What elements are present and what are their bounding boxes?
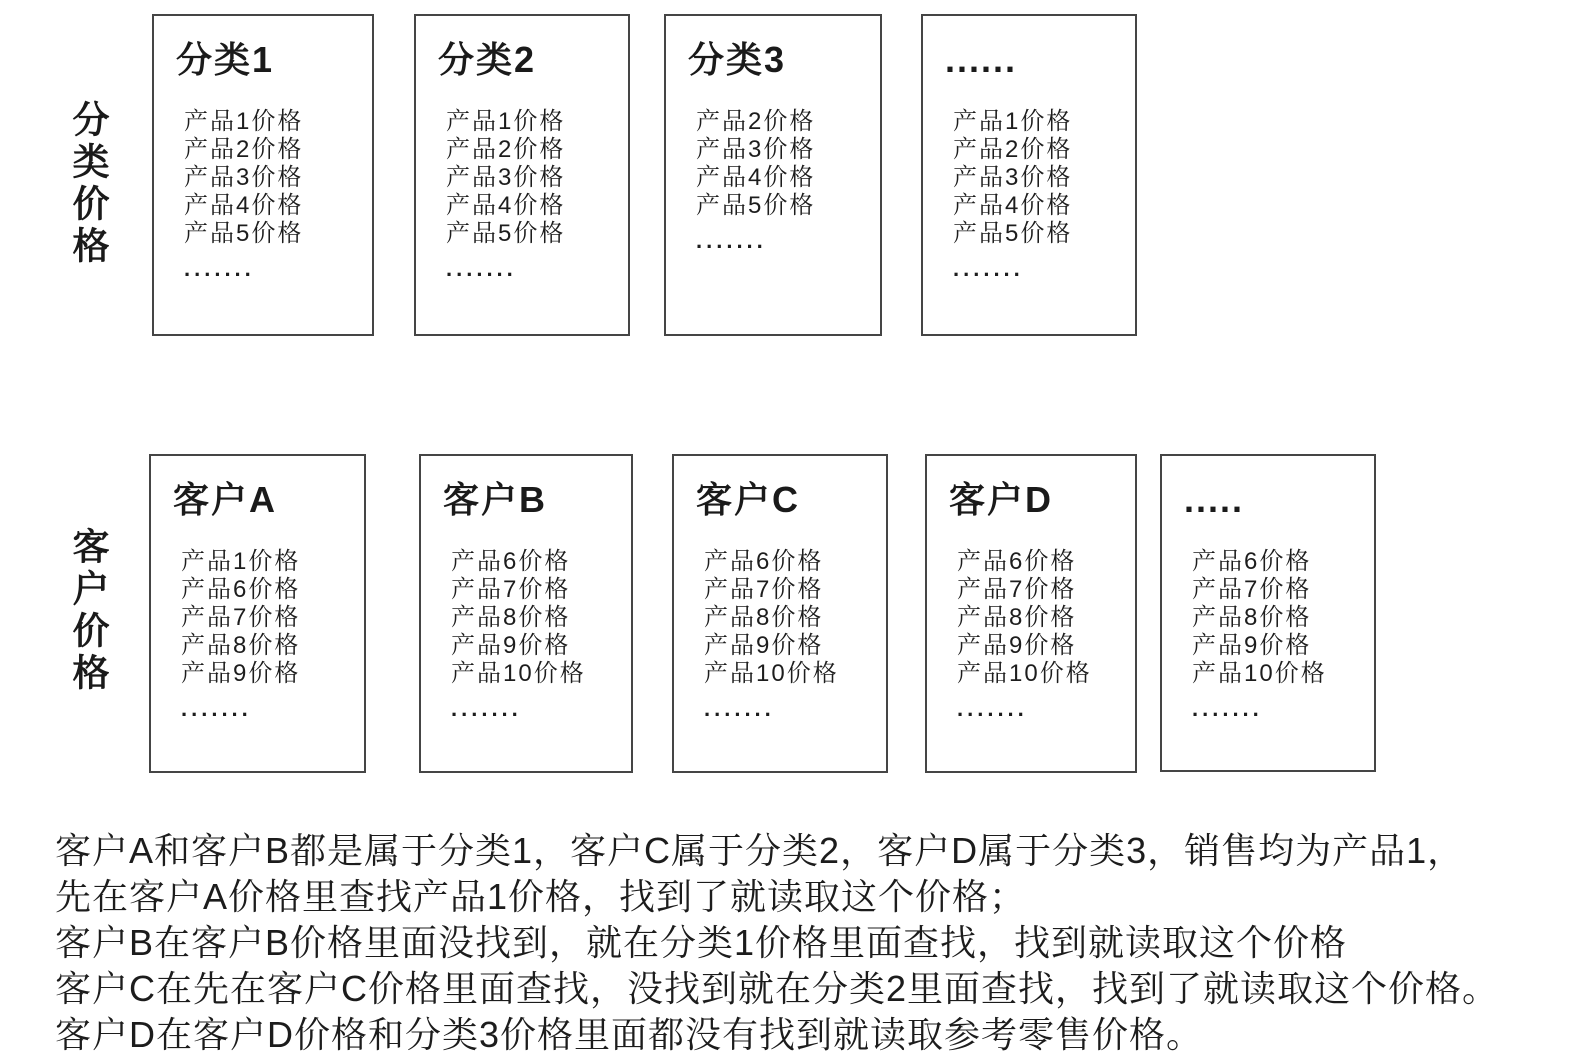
price-item: 产品2价格 [446,136,566,163]
ellipsis-dots: ....... [957,696,1028,721]
price-item: 产品10价格 [957,660,1092,687]
box-title: 客户A [173,479,277,520]
box-title: 客户B [443,479,547,520]
price-item: 产品8价格 [957,604,1077,631]
price-item: 产品7价格 [1192,576,1312,603]
box-item-list [704,548,886,722]
ellipsis-dots: ....... [953,256,1024,281]
price-item: 产品8价格 [181,632,301,659]
price-item: 产品7价格 [181,604,301,631]
ellipsis-dots: ....... [446,256,517,281]
price-item: 产品1价格 [953,108,1073,135]
price-item: 产品8价格 [704,604,824,631]
price-item: 产品2价格 [696,108,816,135]
price-item: 产品3价格 [953,164,1073,191]
price-item: 产品6价格 [451,548,571,575]
price-item: 产品9价格 [957,632,1077,659]
price-item: 产品5价格 [446,220,566,247]
price-item: 产品8价格 [451,604,571,631]
price-item: 产品10价格 [451,660,586,687]
customer-price-section-label: 客户价格 [67,527,108,695]
price-item: 产品6价格 [957,548,1077,575]
box-title-dots: ...... [945,39,1018,80]
price-item: 产品10价格 [1192,660,1327,687]
explanation-text [55,828,1555,1058]
ellipsis-dots: ....... [184,256,255,281]
price-item: 产品3价格 [696,136,816,163]
box-item-list [181,548,364,722]
box-title-dots: ..... [1184,479,1245,520]
price-item: 产品7价格 [704,576,824,603]
explanation-line: 客户A和客户B都是属于分类1，客户C属于分类2，客户D属于分类3，销售均为产品1， [55,830,1465,871]
customer-d-box [925,454,1137,773]
price-item: 产品4价格 [696,164,816,191]
price-item: 产品9价格 [181,660,301,687]
ellipsis-dots: ....... [451,696,522,721]
explanation-line: 客户C在先在客户C价格里面查找，没找到就在分类2里面查找，找到了就读取这个价格。 [55,968,1500,1009]
box-title: 客户C [696,479,800,520]
price-item: 产品4价格 [446,192,566,219]
price-item: 产品7价格 [451,576,571,603]
category-more-box [921,14,1137,336]
explanation-line: 先在客户A价格里查找产品1价格，找到了就读取这个价格； [55,876,1027,917]
price-item: 产品9价格 [451,632,571,659]
explanation-line: 客户D在客户D价格和分类3价格里面都没有找到就读取参考零售价格。 [55,1014,1204,1055]
price-item: 产品5价格 [953,220,1073,247]
ellipsis-dots: ....... [696,228,767,253]
customer-b-box [419,454,633,773]
box-title: 分类3 [688,39,787,80]
price-item: 产品6价格 [181,576,301,603]
price-item: 产品6价格 [1192,548,1312,575]
customer-more-box [1160,454,1376,772]
category-price-section-label: 分类价格 [67,100,108,268]
price-item: 产品10价格 [704,660,839,687]
price-item: 产品4价格 [953,192,1073,219]
box-item-list [957,548,1135,722]
box-item-list [446,108,628,282]
price-item: 产品4价格 [184,192,304,219]
ellipsis-dots: ....... [181,696,252,721]
box-title: 客户D [949,479,1053,520]
box-item-list [184,108,372,282]
price-item: 产品8价格 [1192,604,1312,631]
price-item: 产品2价格 [953,136,1073,163]
price-item: 产品9价格 [1192,632,1312,659]
price-item: 产品5价格 [184,220,304,247]
price-item: 产品5价格 [696,192,816,219]
box-item-list [953,108,1135,282]
ellipsis-dots: ....... [704,696,775,721]
price-item: 产品6价格 [704,548,824,575]
box-title: 分类2 [438,39,537,80]
price-item: 产品1价格 [446,108,566,135]
customer-c-box [672,454,888,773]
category-1-box [152,14,374,336]
category-3-box [664,14,882,336]
price-item: 产品7价格 [957,576,1077,603]
box-item-list [696,108,880,254]
price-item: 产品9价格 [704,632,824,659]
price-item: 产品1价格 [181,548,301,575]
explanation-line: 客户B在客户B价格里面没找到，就在分类1价格里面查找，找到就读取这个价格 [55,922,1348,963]
price-item: 产品3价格 [184,164,304,191]
price-item: 产品2价格 [184,136,304,163]
category-2-box [414,14,630,336]
box-title: 分类1 [176,39,275,80]
price-item: 产品3价格 [446,164,566,191]
box-item-list [1192,548,1374,722]
customer-a-box [149,454,366,773]
ellipsis-dots: ....... [1192,696,1263,721]
price-item: 产品1价格 [184,108,304,135]
box-item-list [451,548,631,722]
